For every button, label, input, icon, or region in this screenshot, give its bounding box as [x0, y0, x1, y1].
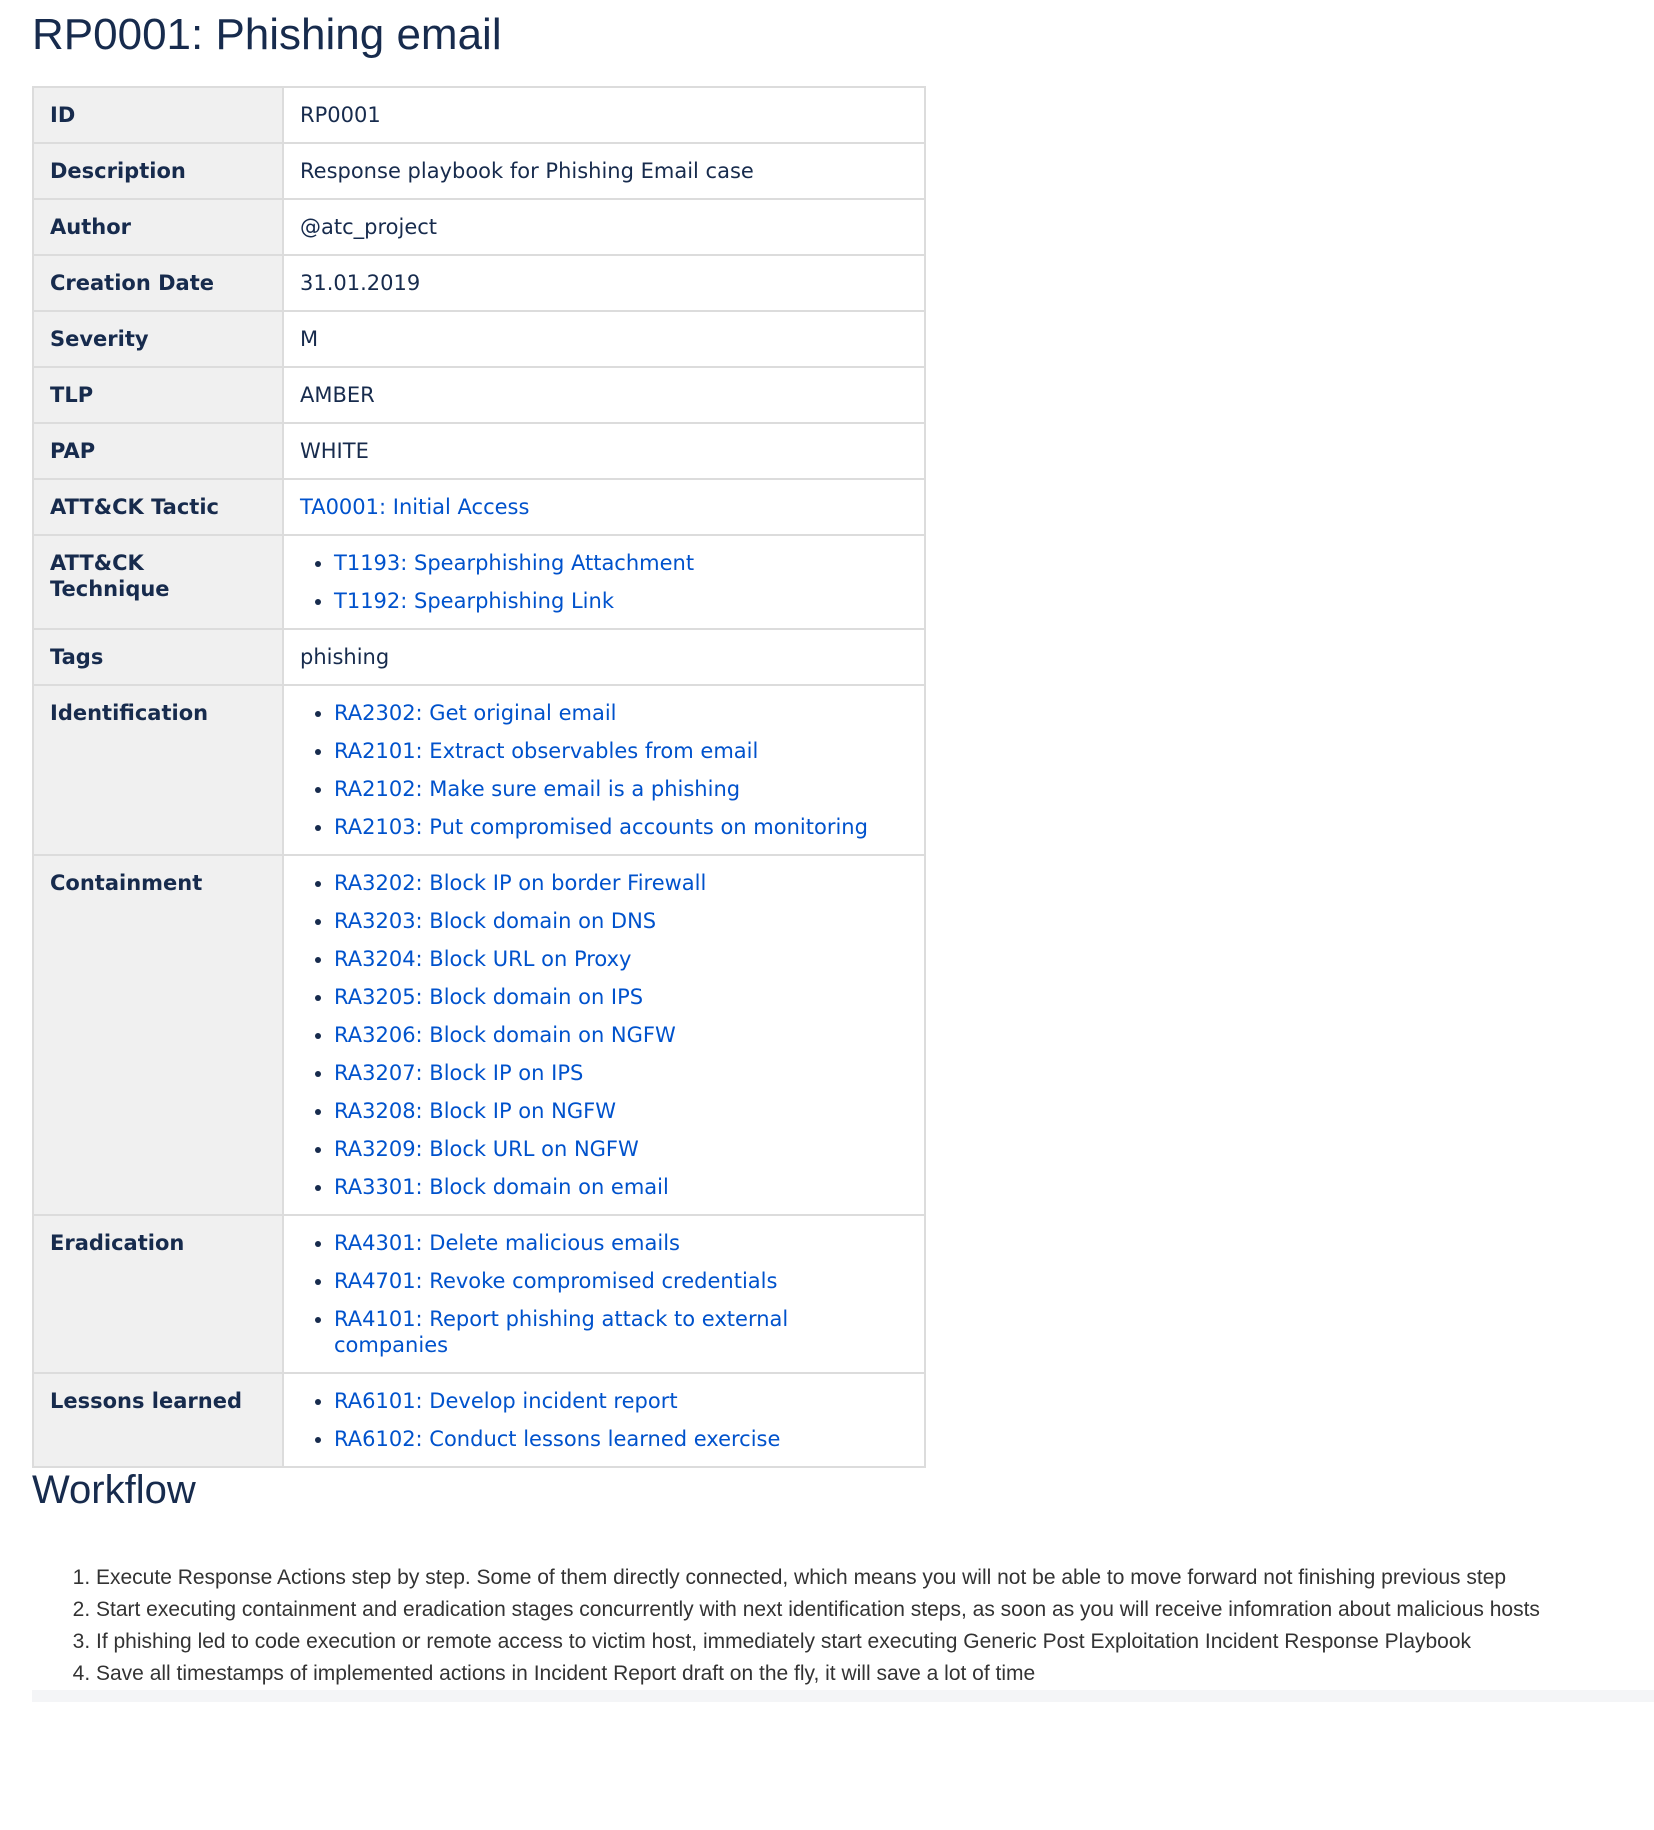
workflow-steps-list — [32, 1562, 1654, 1690]
eradication-list — [300, 1230, 908, 1358]
response-action-link[interactable]: RA3205: Block domain on IPS — [334, 985, 644, 1009]
table-row — [33, 367, 925, 423]
row-value — [283, 855, 925, 1215]
row-value: 31.01.2019 — [283, 255, 925, 311]
table-row — [33, 255, 925, 311]
list-item — [334, 1022, 908, 1048]
table-row — [33, 143, 925, 199]
row-value: @atc_project — [283, 199, 925, 255]
table-row — [33, 535, 925, 629]
list-item — [334, 1060, 908, 1086]
row-key: Identification — [33, 685, 283, 855]
response-action-link[interactable]: RA3206: Block domain on NGFW — [334, 1023, 676, 1047]
technique-list — [300, 550, 908, 614]
list-item — [334, 870, 908, 896]
row-key: Tags — [33, 629, 283, 685]
list-item — [334, 1136, 908, 1162]
workflow-step: 3. If phishing led to code execution or remote access to victim host, immediately start executing Generic Post Exploitation Incident Response Playbook — [96, 1626, 1654, 1658]
playbook-properties-table — [32, 86, 926, 1468]
technique-link[interactable]: T1192: Spearphishing Link — [334, 589, 614, 613]
containment-list — [300, 870, 908, 1200]
response-action-link[interactable]: RA6102: Conduct lessons learned exercise — [334, 1427, 781, 1451]
table-row — [33, 685, 925, 855]
response-action-link[interactable]: RA3202: Block IP on border Firewall — [334, 871, 707, 895]
row-value — [283, 1373, 925, 1467]
table-row — [33, 479, 925, 535]
workflow-heading: Workflow — [32, 1468, 196, 1512]
row-key: PAP — [33, 423, 283, 479]
list-item — [334, 1306, 908, 1358]
table-row — [33, 855, 925, 1215]
list-item — [334, 550, 908, 576]
response-action-link[interactable]: RA4301: Delete malicious emails — [334, 1231, 680, 1255]
row-key: Author — [33, 199, 283, 255]
row-value — [283, 1215, 925, 1373]
list-item — [334, 908, 908, 934]
workflow-step: 2. Start executing containment and eradication stages concurrently with next identification steps, as soon as you will receive infomration about malicious hosts — [96, 1594, 1654, 1626]
tactic-link[interactable]: TA0001: Initial Access — [300, 495, 530, 519]
response-action-link[interactable]: RA4701: Revoke compromised credentials — [334, 1269, 778, 1293]
list-item — [334, 700, 908, 726]
row-value: AMBER — [283, 367, 925, 423]
list-item — [334, 1388, 908, 1414]
list-item — [334, 1426, 908, 1452]
page-title: RP0001: Phishing email — [32, 10, 502, 59]
response-action-link[interactable]: RA2302: Get original email — [334, 701, 617, 725]
list-item — [334, 1230, 908, 1256]
list-item — [334, 776, 908, 802]
list-item — [334, 814, 908, 840]
technique-link[interactable]: T1193: Spearphishing Attachment — [334, 551, 695, 575]
row-key: TLP — [33, 367, 283, 423]
row-key: Containment — [33, 855, 283, 1215]
workflow-step: 1. Execute Response Actions step by step. Some of them directly connected, which means you will not be able to move forward not finishing previous step — [96, 1562, 1654, 1594]
list-item — [334, 946, 908, 972]
table-row — [33, 1373, 925, 1467]
row-value: RP0001 — [283, 87, 925, 143]
row-value — [283, 535, 925, 629]
row-key: ATT&CK Tactic — [33, 479, 283, 535]
response-action-link[interactable]: RA4101: Report phishing attack to external companies — [334, 1307, 789, 1357]
list-item — [334, 588, 908, 614]
table-row — [33, 87, 925, 143]
response-action-link[interactable]: RA3301: Block domain on email — [334, 1175, 669, 1199]
row-value: phishing — [283, 629, 925, 685]
row-key: Eradication — [33, 1215, 283, 1373]
workflow-step: 4. Save all timestamps of implemented actions in Incident Report draft on the fly, it will save a lot of time — [96, 1658, 1654, 1690]
response-action-link[interactable]: RA3209: Block URL on NGFW — [334, 1137, 639, 1161]
response-action-link[interactable]: RA6101: Develop incident report — [334, 1389, 678, 1413]
response-action-link[interactable]: RA3207: Block IP on IPS — [334, 1061, 584, 1085]
row-key: ATT&CK Technique — [33, 535, 283, 629]
list-item — [334, 1268, 908, 1294]
lessons-learned-list — [300, 1388, 908, 1452]
table-row — [33, 199, 925, 255]
response-action-link[interactable]: RA3203: Block domain on DNS — [334, 909, 657, 933]
table-row — [33, 423, 925, 479]
response-action-link[interactable]: RA2101: Extract observables from email — [334, 739, 759, 763]
response-action-link[interactable]: RA3208: Block IP on NGFW — [334, 1099, 616, 1123]
table-row — [33, 1215, 925, 1373]
row-value: Response playbook for Phishing Email case — [283, 143, 925, 199]
row-key: Lessons learned — [33, 1373, 283, 1467]
identification-list — [300, 700, 908, 840]
table-row — [33, 629, 925, 685]
row-value — [283, 685, 925, 855]
response-action-link[interactable]: RA3204: Block URL on Proxy — [334, 947, 632, 971]
response-action-link[interactable]: RA2102: Make sure email is a phishing — [334, 777, 741, 801]
list-item — [334, 738, 908, 764]
horizontal-scrollbar[interactable] — [32, 1690, 1654, 1702]
list-item — [334, 1098, 908, 1124]
row-value: M — [283, 311, 925, 367]
row-key: Severity — [33, 311, 283, 367]
row-key: Description — [33, 143, 283, 199]
row-value — [283, 479, 925, 535]
row-key: ID — [33, 87, 283, 143]
row-value: WHITE — [283, 423, 925, 479]
row-key: Creation Date — [33, 255, 283, 311]
list-item — [334, 1174, 908, 1200]
list-item — [334, 984, 908, 1010]
table-row — [33, 311, 925, 367]
response-action-link[interactable]: RA2103: Put compromised accounts on monitoring — [334, 815, 868, 839]
